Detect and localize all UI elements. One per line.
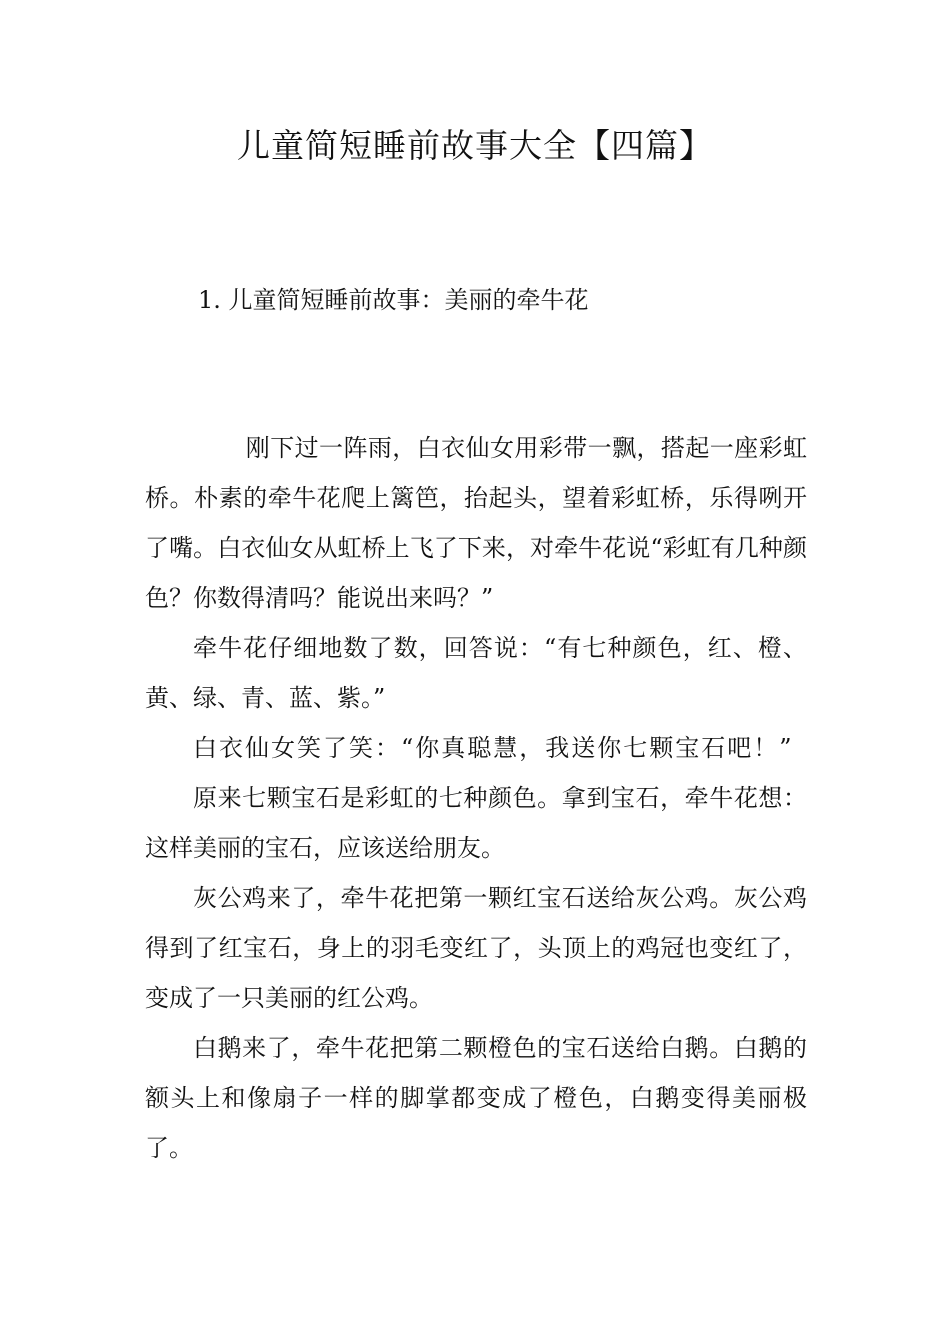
story-paragraph: 牵牛花仔细地数了数，回答说：“有七种颜色，红、橙、黄、绿、青、蓝、紫。” <box>145 634 807 712</box>
story-paragraph: 灰公鸡来了，牵牛花把第一颗红宝石送给灰公鸡。灰公鸡得到了红宝石，身上的羽毛变红了，头顶上的鸡冠也变红了，变成了一只美丽的红公鸡。 <box>145 884 807 1012</box>
section-heading: 1. 儿童简短睡前故事：美丽的牵牛花 <box>198 286 589 314</box>
story-paragraph: 白衣仙女笑了笑：“你真聪慧，我送你七颗宝石吧！” <box>193 734 794 762</box>
story-paragraph: 刚下过一阵雨，白衣仙女用彩带一飘，搭起一座彩虹桥。朴素的牵牛花爬上篱笆，抬起头，望着彩虹桥，乐得咧开了嘴。白衣仙女从虹桥上飞了下来，对牵牛花说“彩虹有几种颜色？你数得清吗？能说出来吗？” <box>145 434 807 612</box>
story-paragraph: 原来七颗宝石是彩虹的七种颜色。拿到宝石，牵牛花想：这样美丽的宝石，应该送给朋友。 <box>145 784 807 862</box>
document-title: 儿童简短睡前故事大全【四篇】 <box>237 126 713 165</box>
story-paragraph: 白鹅来了，牵牛花把第二颗橙色的宝石送给白鹅。白鹅的额头上和像扇子一样的脚掌都变成了橙色，白鹅变得美丽极了。 <box>145 1034 807 1162</box>
story-body <box>145 423 807 1173</box>
